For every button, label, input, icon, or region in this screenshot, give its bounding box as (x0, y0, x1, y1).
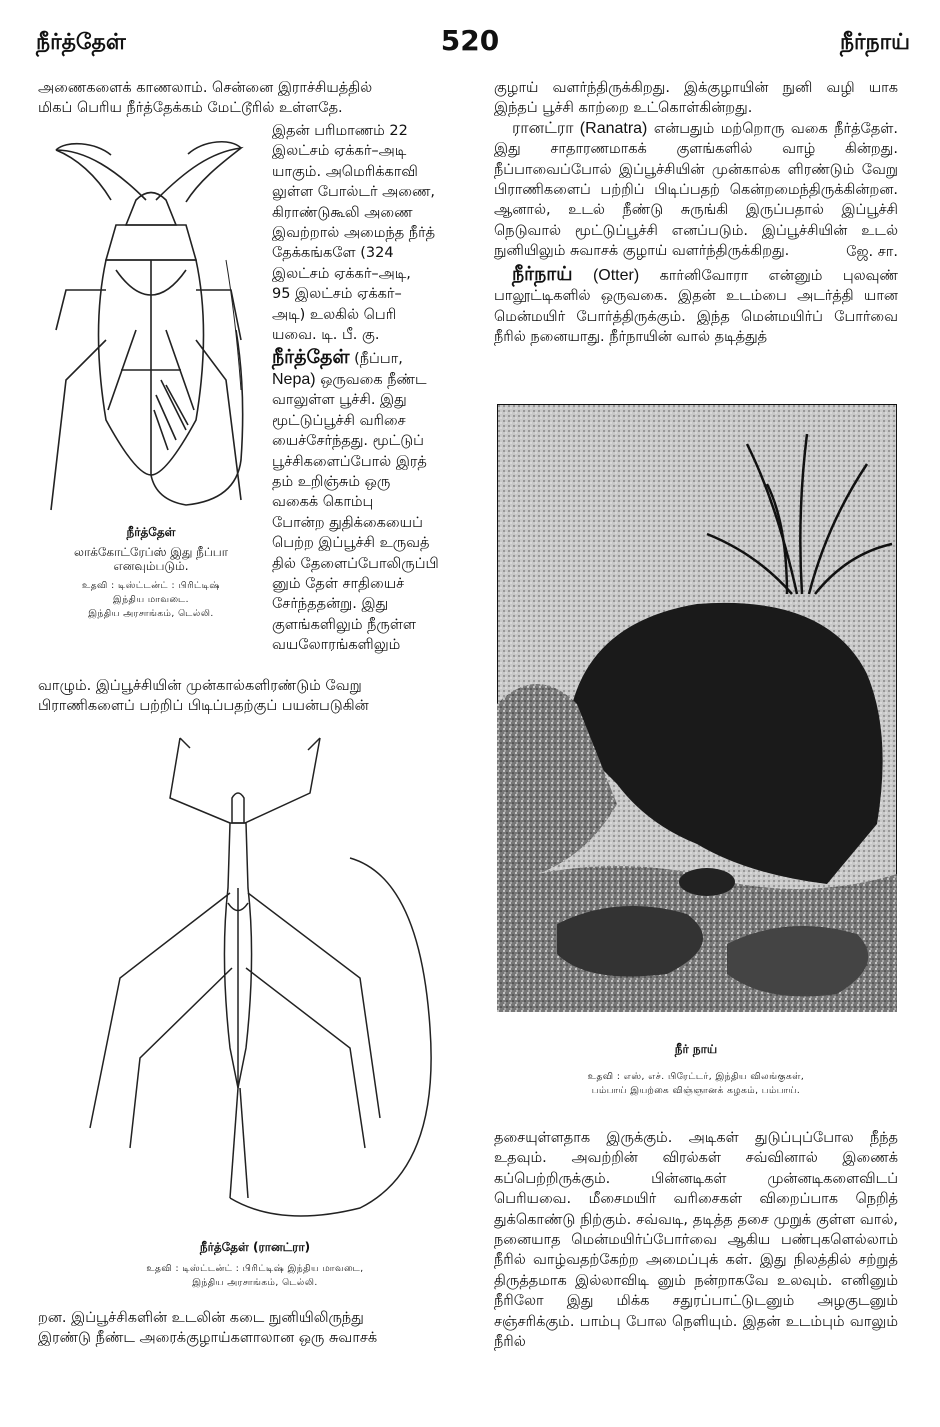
figure3-credit: பம்பாய் இயற்கை விஞ்ஞானக் கழகம், பம்பாய். (591, 1086, 801, 1096)
latin-name: ரானட்ரா (Ranatra) (512, 119, 648, 137)
figure1-credit: இந்திய மாவடை. (112, 595, 190, 605)
running-head-left: நீர்த்தேள் (36, 30, 126, 55)
text-line: இரண்டு நீண்ட அரைக்குழாய்களாலான ஒரு சுவாசக் (38, 1330, 378, 1347)
figure2-caption (40, 1240, 470, 1290)
entry-term: நீர்த்தேள் (272, 346, 350, 369)
text-line: இவற்றால் அமைந்த நீர்த் (272, 225, 436, 242)
left-bottom-text (38, 1308, 468, 1349)
right-top-text (494, 78, 898, 348)
text-line: மூட்டுப்பூச்சி வரிசை (272, 412, 406, 429)
figure1-credit: உதவி : டிஸ்ட்டன்ட் : பிரிட்டிஷ் (82, 581, 220, 591)
left-continued-text (38, 676, 468, 717)
text-line (272, 370, 468, 390)
text-line: அடி) உலகில் பெரி (272, 306, 397, 323)
text-line: 95 இலட்சம் ஏக்கர்– (272, 286, 402, 303)
text-line: யவை. டி. பீ. கு. (272, 327, 380, 344)
latin-name: (Otter) (592, 267, 640, 285)
right-bottom-text (494, 1128, 898, 1352)
text-line: போன்ற துதிக்கையைப் (272, 514, 423, 531)
text-line: இலட்சம் ஏக்கர்–அடி, (272, 265, 411, 282)
text-line: தேக்கங்களே (324 (272, 245, 394, 262)
text-line: வகைக் கொம்பு (272, 494, 374, 511)
left-top-text (38, 78, 468, 119)
text-line: கிராண்டுகூலி அணை (272, 204, 413, 221)
text-line: பிராணிகளைப் பற்றிப் பிடிப்பதற்குப் பயன்படுகின் (38, 698, 369, 715)
left-narrow-text (272, 121, 468, 656)
author-signature: ஜே. சா. (846, 243, 898, 260)
text-line: தில் தேளைப்போலிருப்பி (272, 555, 439, 572)
entry-heading-nepa (272, 347, 468, 369)
text-line: தம் உறிஞ்சும் ஒரு (272, 473, 391, 490)
text-line: பூச்சிகளைப்போல் இரத் (272, 453, 427, 470)
text-line: யாகும். அமெரிக்காவி (272, 163, 418, 180)
text-line: பெற்ற இப்பூச்சி உருவத் (272, 535, 430, 552)
figure2-credit: உதவி : டிஸ்ட்டன்ட் : பிரிட்டிஷ் இந்திய மாவடை, (146, 1264, 364, 1274)
entry-term: நீர்நாய் (512, 263, 573, 286)
figure1-desc: லாக்கோட்ரேப்ஸ் இது நீப்பா (74, 545, 228, 559)
figure3-caption (494, 1042, 898, 1098)
text-line: வாழும். இப்பூச்சியின் முன்கால்களிரண்டும் வேறு (38, 678, 362, 694)
entry-otter (494, 264, 898, 348)
text-line: இதன் பரிமாணம் 22 (272, 123, 408, 139)
text-fragment: ஒருவகை நீண்ட (320, 371, 427, 388)
figure1-caption (36, 525, 266, 621)
text-line: றன. இப்பூச்சிகளின் உடலின் கடை நுனியிலிருந்து (38, 1310, 364, 1326)
paragraph: குழாய் வளர்ந்திருக்கிறது. இக்குழாயின் நுனி வழி யாக இந்தப் பூச்சி காற்றை உட்கொள்கின்றது. (494, 80, 898, 117)
text-line: வாலுள்ள பூச்சி. இது (272, 392, 407, 409)
figure2-credit: இந்திய அரசாங்கம், டெல்லி. (192, 1278, 318, 1288)
figure3-credit: உதவி : எஸ், எச். பிரேட்டர், இந்திய விலங்குகள், (587, 1072, 805, 1082)
figure1-credit: இந்திய அரசாங்கம், டெல்லி. (88, 609, 214, 619)
water-scorpion-illustration (36, 130, 266, 520)
page-header (0, 22, 940, 62)
paragraph-ranatra (494, 119, 898, 262)
text-line: குளங்களிலும் நீருள்ள (272, 616, 417, 633)
text-line: சேர்ந்ததன்று. இது (272, 596, 389, 613)
text-line: யைச்சேர்ந்தது. மூட்டுப் (272, 433, 424, 450)
entry-paren: (நீப்பா, (354, 351, 403, 368)
text-line: இலட்சம் ஏக்கர்–அடி (272, 143, 407, 160)
paragraph-text: கார்னிவோரா என்னும் புலவுண் பாலூட்டிகளில் ஒருவகை. இதன் உடம்பை அடர்த்தி யான மென்மயிர் போர்த்திருக்கும். இந்த மென்மயிர்ப் போர்வை நீரில் நனையாது. நீர்நாயின் வால் தடித்துத் (494, 268, 899, 346)
running-head-right: நீர்நாய் (839, 30, 910, 55)
text-line: வயலோரங்களிலும் (272, 637, 401, 654)
figure1-title: நீர்த்தேள் (126, 525, 176, 539)
text-line: லுள்ள போல்டர் அணை, (272, 184, 436, 201)
text-line: னும் தேள் சாதியைச் (272, 575, 405, 592)
otter-photograph (497, 404, 897, 1012)
figure1-desc: எனவும்படும். (113, 559, 189, 573)
figure3-title: நீர் நாய் (674, 1042, 718, 1056)
latin-name: Nepa) (272, 370, 316, 388)
figure2-title: நீர்த்தேள் (ரானட்ரா) (199, 1240, 311, 1254)
page-number: 520 (440, 24, 500, 57)
paragraph-text: என்பதும் மற்றொரு வகை நீர்த்தேள். இது சாதாரணமாகக் குளங்களில் வாழ் கின்றது. நீப்பாவைப்போல் இப்பூச்சியின் முன்கால்க ளிரண்டும் வேறு பிராணிகளைப் பற்றிப் பிடிப்பதற் கென்றமைந்திருக்கின்றன. ஆனால், உடல் நீண்டு சுருங்கி இருப்பதால் இப்பூச்சி நெடுவால் மூட்டுப்பூச்சி எனப்படும். இப்பூச்சியின் உடல் நுனியிலும் சுவாசக் குழாய் வளர்ந்திருக்கிறது. (494, 120, 898, 260)
text-line: அணைகளைக் காணலாம். சென்னை இராச்சியத்தில் (38, 80, 373, 96)
text-line: மிகப் பெரிய நீர்த்தேக்கம் மேட்டூரில் உள்ளதே. (38, 100, 343, 117)
ranatra-illustration (80, 728, 460, 1228)
paragraph: தசையுள்ளதாக இருக்கும். அடிகள் துடுப்புப்போல நீந்த உதவும். அவற்றின் விரல்கள் சவ்வினால் இணைக் கப்பெற்றிருக்கும். பின்னடிகள் முன்னடிகளைவிடப் பெரியவை. மீசைமயிர் வரிசைகள் விறைப்பாக நெறித் துக்கொண்டு நிற்கும். சவ்வடி, தடித்த தசை முறுக் குள்ள வால், நனையாத மென்மயிர்ப்போர்வை ஆகிய பண்புகளெல்லாம் நீரில் வாழ்வதற்கேற்ற அமைப்புக் கள். இது நிலத்தில் சற்றுத் திருத்தமாக இல்லாவிடி னும் நன்றாகவே உலவும். எனினும் நீரிலோ இது மிக்க சதுரப்பாட்டுடனும் அழகுடனும் சஞ்சரிக்கும். பாம்பு போல நெளியும். இதன் உடம்பும் வாலும் நீரில் (494, 1130, 898, 1351)
